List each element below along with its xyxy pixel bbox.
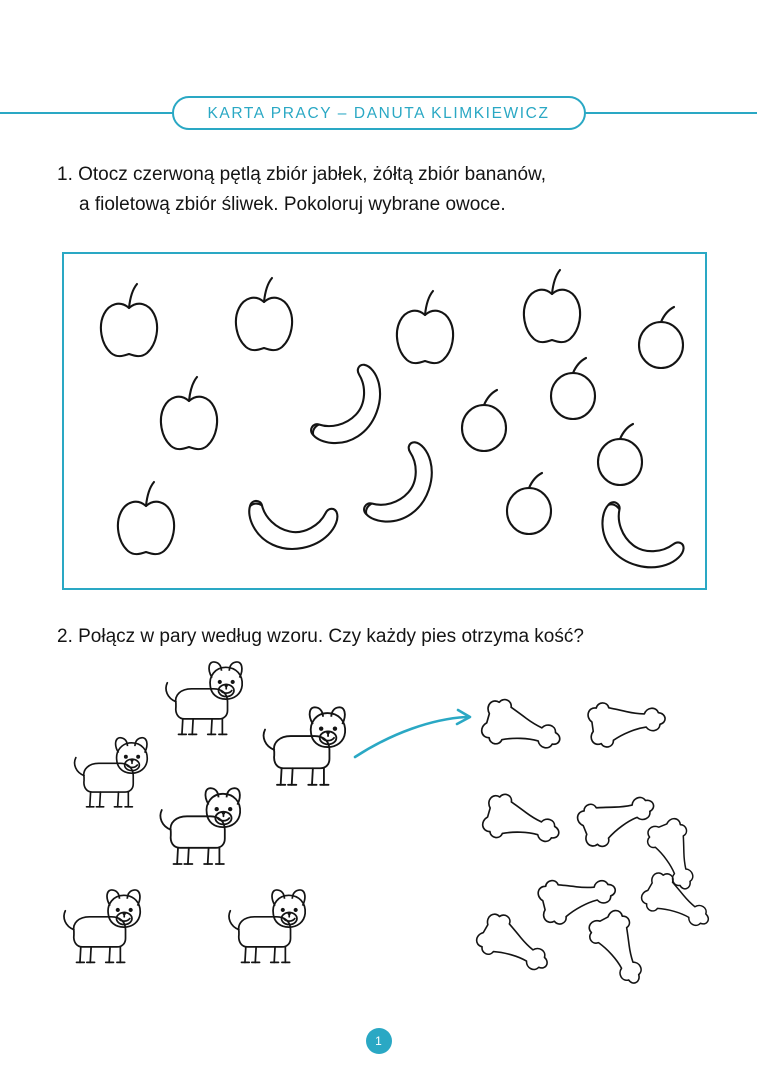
bone-5	[643, 815, 707, 895]
bone-3	[480, 790, 565, 854]
bone-6	[536, 866, 620, 927]
dog-1	[166, 662, 242, 734]
page-header	[0, 96, 757, 130]
bone-1	[479, 696, 566, 761]
bone-2	[587, 695, 668, 749]
task-2	[57, 622, 707, 652]
pairing-arrow	[355, 710, 470, 757]
dog-2	[264, 707, 346, 785]
bone-8	[472, 909, 558, 983]
task-1-line-1: 1. Otocz czerwoną pętlą zbiór jabłek, żółtą zbiór bananów,	[57, 164, 546, 185]
fruit-box	[62, 252, 707, 590]
bone-9	[584, 906, 657, 992]
dog-3	[75, 738, 148, 807]
bone-4	[574, 782, 661, 852]
dog-4	[160, 788, 240, 864]
dog-5	[64, 890, 140, 962]
page-number-badge: 1	[366, 1028, 392, 1054]
task-1	[57, 160, 707, 220]
worksheet-title: KARTA PRACY – DANUTA KLIMKIEWICZ	[171, 96, 585, 130]
task-2-line-1: 2. Połącz w pary według wzoru. Czy każdy pies otrzyma kość?	[57, 626, 584, 647]
dog-6	[229, 890, 305, 962]
task-1-line-2: a fioletową zbiór śliwek. Pokoloruj wybrane owoce.	[79, 194, 506, 215]
bone-7	[637, 868, 718, 938]
